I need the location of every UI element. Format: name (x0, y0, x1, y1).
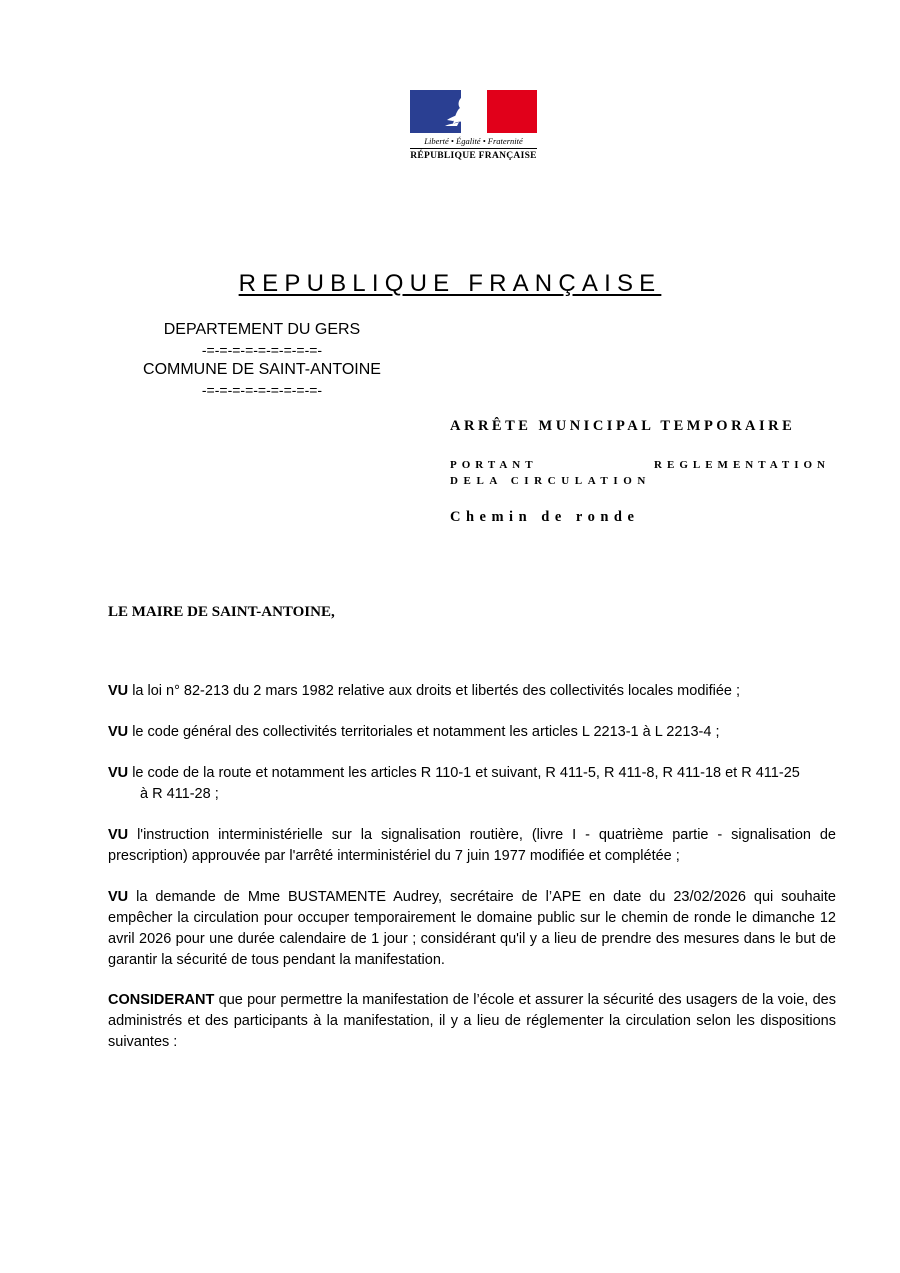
vu-paragraph (108, 825, 836, 867)
arrete-title: ARRÊTE MUNICIPAL TEMPORAIRE (450, 418, 796, 434)
vu-label: VU (108, 683, 129, 699)
considerant-paragraph (108, 990, 836, 1053)
administrative-header (132, 320, 392, 400)
logo-motto: Liberté • Égalité • Fraternité (410, 136, 537, 149)
separator-line: -=-=-=-=-=-=-=-=-=- (201, 342, 323, 358)
vu-label: VU (108, 889, 129, 905)
vu-text: la loi n° 82-213 du 2 mars 1982 relative aux droits et libertés des collectivités locales modifiée ; (132, 683, 741, 699)
considerant-text: que pour permettre la manifestation de l’école et assurer la sécurité des usagers de la voie, des administrés et des participants à la manifestation, il y a lieu de réglementer la circulation selon les dispositions suivantes : (108, 992, 836, 1050)
vu-paragraph (108, 763, 836, 805)
tricolor-flag (410, 90, 537, 133)
vu-text: le code de la route et notamment les articles R 110-1 et suivant, R 411-5, R 411-8, R 411-18 et R 411-25 (132, 765, 800, 781)
considerant-label: CONSIDERANT (108, 992, 215, 1008)
vu-label: VU (108, 724, 129, 740)
commune-name: COMMUNE DE SAINT-ANTOINE (143, 361, 381, 378)
republique-francaise-logo (410, 90, 538, 161)
vu-paragraph (108, 722, 836, 743)
subtitle-word-portant: PORTANT (450, 459, 538, 471)
maire-heading: LE MAIRE DE SAINT-ANTOINE, (108, 604, 335, 620)
vu-paragraph (108, 887, 836, 971)
vu-text: l'instruction interministérielle sur la signalisation routière, (livre I - quatrième partie - signalisation de prescription) approuvée par l'arrêté interministériel du 7 juin 1977 modifiée et complétée ; (108, 827, 836, 864)
logo-name: RÉPUBLIQUE FRANÇAISE (410, 151, 537, 161)
vu-text-continuation: à R 411-28 ; (140, 786, 219, 802)
subtitle-word-reglementation: REGLEMENTATION (654, 459, 830, 471)
separator-line: -=-=-=-=-=-=-=-=-=- (201, 382, 323, 398)
vu-text: le code général des collectivités territoriales et notamment les articles L 2213-1 à L 2213-4 ; (132, 724, 720, 740)
department-name: DEPARTEMENT DU GERS (163, 321, 361, 338)
subtitle-line2: DELA CIRCULATION (450, 475, 651, 487)
vu-label: VU (108, 765, 129, 781)
document-title-wrapper (0, 270, 900, 298)
marianne-icon (445, 90, 485, 133)
arrete-subtitle (450, 457, 850, 489)
vu-label: VU (108, 827, 129, 843)
vu-text: la demande de Mme BUSTAMENTE Audrey, secrétaire de l’APE en date du 23/02/2026 qui souhaite empêcher la circulation pour occuper temporairement le domaine public sur le chemin de ronde le dimanche 12 avril 2026 pour une durée calendaire de 1 jour ; considérant qu'il y a lieu de prendre des mesures dans le but de garantir la sécurité de tous pendant la manifestation. (108, 889, 836, 968)
vu-paragraph (108, 681, 836, 702)
arrete-location: Chemin de ronde (450, 509, 640, 525)
document-title: REPUBLIQUE FRANÇAISE (238, 270, 662, 297)
